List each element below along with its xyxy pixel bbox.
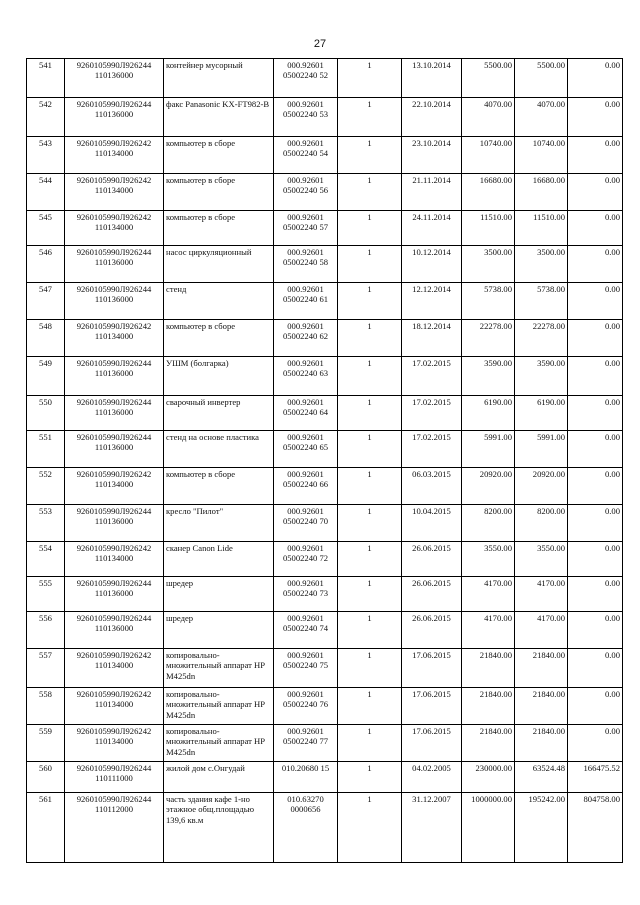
acquisition-date-cell: 23.10.2014 <box>402 137 462 174</box>
acquisition-date-cell: 06.03.2015 <box>402 468 462 505</box>
acquisition-date-cell: 12.12.2014 <box>402 283 462 320</box>
residual-value-cell: 804758.00 <box>568 793 623 863</box>
row-number-cell: 552 <box>27 468 65 505</box>
table-row <box>27 468 623 505</box>
initial-cost-cell: 5738.00 <box>462 283 515 320</box>
table-row <box>27 283 623 320</box>
acquisition-date-cell: 22.10.2014 <box>402 98 462 137</box>
asset-name-cell: шредер <box>164 612 274 649</box>
acquisition-date-cell: 24.11.2014 <box>402 211 462 246</box>
quantity-cell: 1 <box>338 688 402 725</box>
table-row <box>27 137 623 174</box>
residual-value-cell: 0.00 <box>568 357 623 396</box>
table-row <box>27 357 623 396</box>
table-row <box>27 505 623 542</box>
depreciation-cell: 8200.00 <box>515 505 568 542</box>
table-row <box>27 793 623 863</box>
residual-value-cell: 0.00 <box>568 725 623 762</box>
initial-cost-cell: 3590.00 <box>462 357 515 396</box>
inventory-number-cell: 000.92601 05002240 52 <box>274 59 338 98</box>
inventory-number-cell: 000.92601 05002240 53 <box>274 98 338 137</box>
residual-value-cell: 0.00 <box>568 612 623 649</box>
acquisition-date-cell: 17.06.2015 <box>402 688 462 725</box>
initial-cost-cell: 21840.00 <box>462 688 515 725</box>
asset-name-cell: сканер Canon Lide <box>164 542 274 577</box>
inventory-number-cell: 000.92601 05002240 63 <box>274 357 338 396</box>
asset-name-cell: компьютер в сборе <box>164 174 274 211</box>
budget-code-cell: 9260105990Л926242 110134000 <box>65 649 164 688</box>
budget-code-cell: 9260105990Л926244 110136000 <box>65 357 164 396</box>
inventory-number-cell: 000.92601 05002240 76 <box>274 688 338 725</box>
asset-name-cell: копировально-множительный аппарат HP M425dn <box>164 688 274 725</box>
inventory-number-cell: 000.92601 05002240 64 <box>274 396 338 431</box>
asset-name-cell: факс Panasonic KX-FT982-B <box>164 98 274 137</box>
row-number-cell: 550 <box>27 396 65 431</box>
row-number-cell: 553 <box>27 505 65 542</box>
row-number-cell: 560 <box>27 762 65 793</box>
inventory-number-cell: 000.92601 05002240 56 <box>274 174 338 211</box>
table-row <box>27 320 623 357</box>
budget-code-cell: 9260105990Л926242 110134000 <box>65 688 164 725</box>
budget-code-cell: 9260105990Л926244 110136000 <box>65 98 164 137</box>
depreciation-cell: 10740.00 <box>515 137 568 174</box>
quantity-cell: 1 <box>338 211 402 246</box>
row-number-cell: 548 <box>27 320 65 357</box>
inventory-number-cell: 000.92601 05002240 57 <box>274 211 338 246</box>
inventory-number-cell: 000.92601 05002240 65 <box>274 431 338 468</box>
initial-cost-cell: 4170.00 <box>462 612 515 649</box>
table-row <box>27 542 623 577</box>
depreciation-cell: 5500.00 <box>515 59 568 98</box>
acquisition-date-cell: 17.02.2015 <box>402 396 462 431</box>
acquisition-date-cell: 10.04.2015 <box>402 505 462 542</box>
depreciation-cell: 5738.00 <box>515 283 568 320</box>
table-row <box>27 174 623 211</box>
inventory-number-cell: 000.92601 05002240 70 <box>274 505 338 542</box>
quantity-cell: 1 <box>338 612 402 649</box>
acquisition-date-cell: 21.11.2014 <box>402 174 462 211</box>
budget-code-cell: 9260105990Л926244 110136000 <box>65 396 164 431</box>
quantity-cell: 1 <box>338 431 402 468</box>
residual-value-cell: 0.00 <box>568 396 623 431</box>
quantity-cell: 1 <box>338 174 402 211</box>
table-row <box>27 431 623 468</box>
depreciation-cell: 195242.00 <box>515 793 568 863</box>
initial-cost-cell: 20920.00 <box>462 468 515 505</box>
depreciation-cell: 22278.00 <box>515 320 568 357</box>
asset-name-cell: сварочный инвертер <box>164 396 274 431</box>
residual-value-cell: 0.00 <box>568 431 623 468</box>
acquisition-date-cell: 18.12.2014 <box>402 320 462 357</box>
initial-cost-cell: 4170.00 <box>462 577 515 612</box>
table-row <box>27 59 623 98</box>
initial-cost-cell: 22278.00 <box>462 320 515 357</box>
inventory-number-cell: 000.92601 05002240 75 <box>274 649 338 688</box>
quantity-cell: 1 <box>338 468 402 505</box>
budget-code-cell: 9260105990Л926244 110136000 <box>65 577 164 612</box>
acquisition-date-cell: 17.06.2015 <box>402 725 462 762</box>
asset-name-cell: копировально-множительный аппарат HP M425dn <box>164 725 274 762</box>
budget-code-cell: 9260105990Л926242 110134000 <box>65 320 164 357</box>
quantity-cell: 1 <box>338 725 402 762</box>
initial-cost-cell: 230000.00 <box>462 762 515 793</box>
depreciation-cell: 21840.00 <box>515 649 568 688</box>
table-row <box>27 762 623 793</box>
initial-cost-cell: 10740.00 <box>462 137 515 174</box>
initial-cost-cell: 21840.00 <box>462 649 515 688</box>
budget-code-cell: 9260105990Л926242 110134000 <box>65 542 164 577</box>
row-number-cell: 542 <box>27 98 65 137</box>
quantity-cell: 1 <box>338 98 402 137</box>
initial-cost-cell: 5991.00 <box>462 431 515 468</box>
row-number-cell: 551 <box>27 431 65 468</box>
inventory-number-cell: 000.92601 05002240 66 <box>274 468 338 505</box>
asset-name-cell: контейнер мусорный <box>164 59 274 98</box>
residual-value-cell: 0.00 <box>568 688 623 725</box>
table-row <box>27 211 623 246</box>
budget-code-cell: 9260105990Л926244 110136000 <box>65 505 164 542</box>
initial-cost-cell: 1000000.00 <box>462 793 515 863</box>
asset-name-cell: компьютер в сборе <box>164 137 274 174</box>
budget-code-cell: 9260105990Л926244 110111000 <box>65 762 164 793</box>
residual-value-cell: 0.00 <box>568 283 623 320</box>
inventory-number-cell: 000.92601 05002240 61 <box>274 283 338 320</box>
budget-code-cell: 9260105990Л926244 110136000 <box>65 431 164 468</box>
budget-code-cell: 9260105990Л926244 110136000 <box>65 246 164 283</box>
residual-value-cell: 0.00 <box>568 468 623 505</box>
budget-code-cell: 9260105990Л926242 110134000 <box>65 174 164 211</box>
depreciation-cell: 6190.00 <box>515 396 568 431</box>
assets-table <box>26 58 623 863</box>
depreciation-cell: 21840.00 <box>515 725 568 762</box>
page-number: 27 <box>313 38 327 50</box>
asset-name-cell: часть здания кафе 1-но этажное общ.площадью 139,6 кв.м <box>164 793 274 863</box>
acquisition-date-cell: 17.02.2015 <box>402 357 462 396</box>
acquisition-date-cell: 26.06.2015 <box>402 542 462 577</box>
depreciation-cell: 11510.00 <box>515 211 568 246</box>
asset-name-cell: стенд на основе пластика <box>164 431 274 468</box>
quantity-cell: 1 <box>338 762 402 793</box>
asset-name-cell: компьютер в сборе <box>164 468 274 505</box>
quantity-cell: 1 <box>338 283 402 320</box>
acquisition-date-cell: 26.06.2015 <box>402 612 462 649</box>
table-row <box>27 649 623 688</box>
row-number-cell: 543 <box>27 137 65 174</box>
residual-value-cell: 0.00 <box>568 211 623 246</box>
row-number-cell: 554 <box>27 542 65 577</box>
initial-cost-cell: 3550.00 <box>462 542 515 577</box>
table-row <box>27 577 623 612</box>
quantity-cell: 1 <box>338 577 402 612</box>
residual-value-cell: 0.00 <box>568 505 623 542</box>
table-row <box>27 612 623 649</box>
inventory-number-cell: 000.92601 05002240 74 <box>274 612 338 649</box>
residual-value-cell: 0.00 <box>568 649 623 688</box>
budget-code-cell: 9260105990Л926244 110136000 <box>65 283 164 320</box>
quantity-cell: 1 <box>338 320 402 357</box>
initial-cost-cell: 21840.00 <box>462 725 515 762</box>
quantity-cell: 1 <box>338 505 402 542</box>
acquisition-date-cell: 17.02.2015 <box>402 431 462 468</box>
asset-name-cell: жилой дом с.Онгудай <box>164 762 274 793</box>
acquisition-date-cell: 04.02.2005 <box>402 762 462 793</box>
budget-code-cell: 9260105990Л926242 110134000 <box>65 725 164 762</box>
row-number-cell: 546 <box>27 246 65 283</box>
budget-code-cell: 9260105990Л926244 110112000 <box>65 793 164 863</box>
initial-cost-cell: 4070.00 <box>462 98 515 137</box>
depreciation-cell: 3500.00 <box>515 246 568 283</box>
quantity-cell: 1 <box>338 396 402 431</box>
residual-value-cell: 166475.52 <box>568 762 623 793</box>
asset-name-cell: УШМ (болгарка) <box>164 357 274 396</box>
depreciation-cell: 4170.00 <box>515 577 568 612</box>
initial-cost-cell: 16680.00 <box>462 174 515 211</box>
depreciation-cell: 5991.00 <box>515 431 568 468</box>
row-number-cell: 556 <box>27 612 65 649</box>
row-number-cell: 541 <box>27 59 65 98</box>
acquisition-date-cell: 13.10.2014 <box>402 59 462 98</box>
residual-value-cell: 0.00 <box>568 174 623 211</box>
row-number-cell: 544 <box>27 174 65 211</box>
inventory-number-cell: 000.92601 05002240 73 <box>274 577 338 612</box>
table-row <box>27 396 623 431</box>
quantity-cell: 1 <box>338 246 402 283</box>
initial-cost-cell: 6190.00 <box>462 396 515 431</box>
row-number-cell: 545 <box>27 211 65 246</box>
depreciation-cell: 20920.00 <box>515 468 568 505</box>
acquisition-date-cell: 10.12.2014 <box>402 246 462 283</box>
inventory-number-cell: 010.20680 15 <box>274 762 338 793</box>
initial-cost-cell: 11510.00 <box>462 211 515 246</box>
row-number-cell: 547 <box>27 283 65 320</box>
depreciation-cell: 21840.00 <box>515 688 568 725</box>
quantity-cell: 1 <box>338 793 402 863</box>
asset-name-cell: копировально-множительный аппарат HP M425dn <box>164 649 274 688</box>
quantity-cell: 1 <box>338 357 402 396</box>
inventory-number-cell: 000.92601 05002240 62 <box>274 320 338 357</box>
row-number-cell: 561 <box>27 793 65 863</box>
asset-name-cell: шредер <box>164 577 274 612</box>
asset-name-cell: компьютер в сборе <box>164 320 274 357</box>
residual-value-cell: 0.00 <box>568 137 623 174</box>
residual-value-cell: 0.00 <box>568 246 623 283</box>
table-row <box>27 246 623 283</box>
row-number-cell: 559 <box>27 725 65 762</box>
inventory-number-cell: 010.63270 0000656 <box>274 793 338 863</box>
acquisition-date-cell: 17.06.2015 <box>402 649 462 688</box>
initial-cost-cell: 3500.00 <box>462 246 515 283</box>
residual-value-cell: 0.00 <box>568 98 623 137</box>
inventory-number-cell: 000.92601 05002240 54 <box>274 137 338 174</box>
table-row <box>27 98 623 137</box>
acquisition-date-cell: 26.06.2015 <box>402 577 462 612</box>
asset-name-cell: компьютер в сборе <box>164 211 274 246</box>
budget-code-cell: 9260105990Л926242 110134000 <box>65 211 164 246</box>
residual-value-cell: 0.00 <box>568 577 623 612</box>
inventory-number-cell: 000.92601 05002240 72 <box>274 542 338 577</box>
row-number-cell: 555 <box>27 577 65 612</box>
asset-name-cell: насос циркуляционный <box>164 246 274 283</box>
depreciation-cell: 3590.00 <box>515 357 568 396</box>
quantity-cell: 1 <box>338 59 402 98</box>
depreciation-cell: 4170.00 <box>515 612 568 649</box>
depreciation-cell: 16680.00 <box>515 174 568 211</box>
budget-code-cell: 9260105990Л926244 110136000 <box>65 59 164 98</box>
row-number-cell: 557 <box>27 649 65 688</box>
inventory-number-cell: 000.92601 05002240 58 <box>274 246 338 283</box>
asset-name-cell: стенд <box>164 283 274 320</box>
depreciation-cell: 63524.48 <box>515 762 568 793</box>
depreciation-cell: 4070.00 <box>515 98 568 137</box>
residual-value-cell: 0.00 <box>568 542 623 577</box>
budget-code-cell: 9260105990Л926244 110136000 <box>65 612 164 649</box>
quantity-cell: 1 <box>338 542 402 577</box>
row-number-cell: 549 <box>27 357 65 396</box>
asset-name-cell: кресло "Пилот" <box>164 505 274 542</box>
budget-code-cell: 9260105990Л926242 110134000 <box>65 468 164 505</box>
row-number-cell: 558 <box>27 688 65 725</box>
acquisition-date-cell: 31.12.2007 <box>402 793 462 863</box>
initial-cost-cell: 5500.00 <box>462 59 515 98</box>
initial-cost-cell: 8200.00 <box>462 505 515 542</box>
table-row <box>27 725 623 762</box>
table-row <box>27 688 623 725</box>
budget-code-cell: 9260105990Л926242 110134000 <box>65 137 164 174</box>
residual-value-cell: 0.00 <box>568 59 623 98</box>
quantity-cell: 1 <box>338 137 402 174</box>
inventory-number-cell: 000.92601 05002240 77 <box>274 725 338 762</box>
depreciation-cell: 3550.00 <box>515 542 568 577</box>
residual-value-cell: 0.00 <box>568 320 623 357</box>
quantity-cell: 1 <box>338 649 402 688</box>
